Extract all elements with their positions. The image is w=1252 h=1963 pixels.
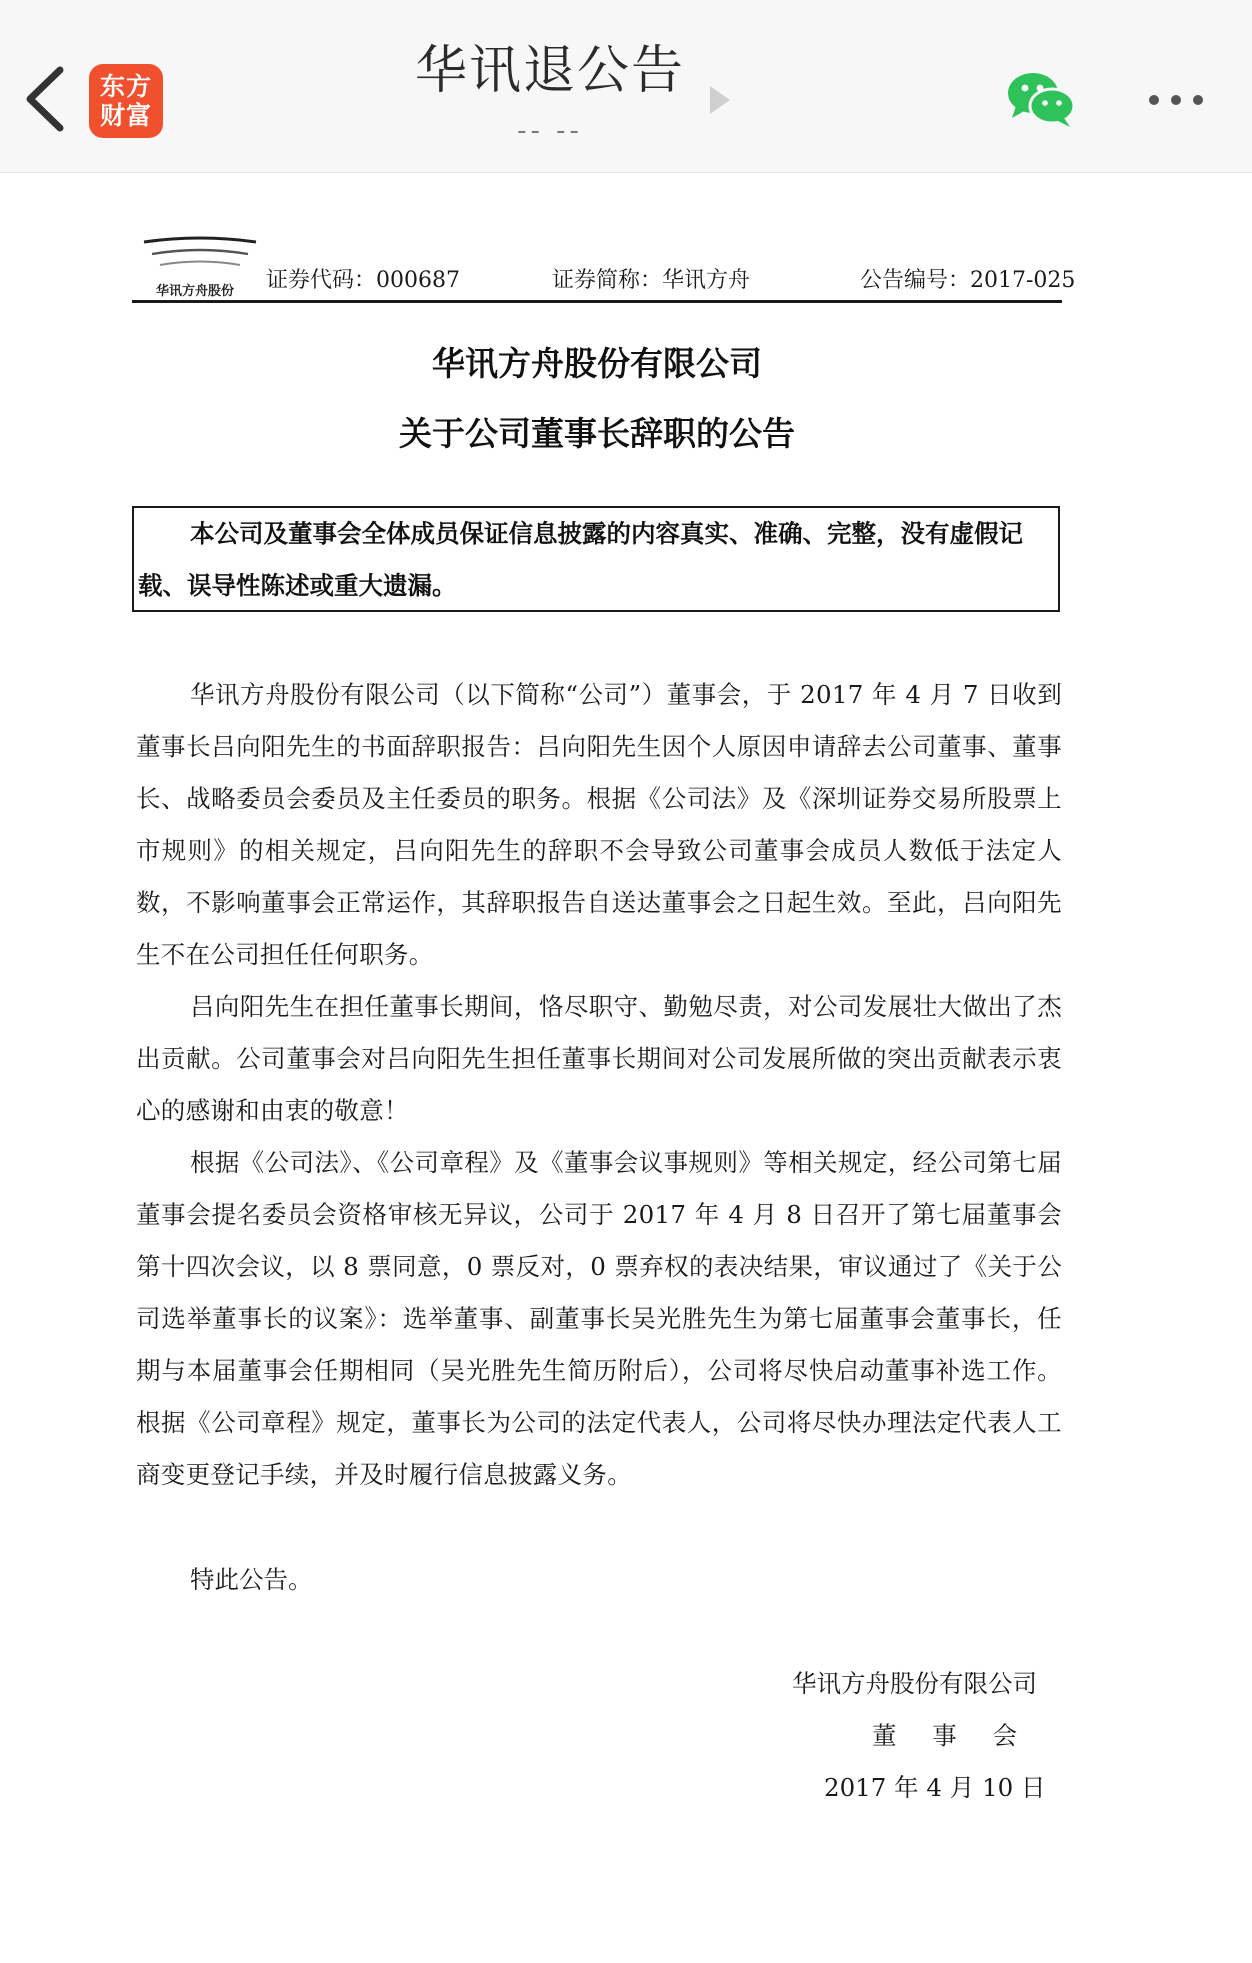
closing-remark: 特此公告。 bbox=[190, 1565, 313, 1594]
document-title-subject: 关于公司董事长辞职的公告 bbox=[399, 414, 795, 453]
back-button[interactable] bbox=[20, 58, 76, 140]
disclosure-statement-box bbox=[132, 506, 1060, 612]
announcement-number: 公告编号：2017-025 bbox=[860, 268, 1076, 293]
wechat-icon[interactable] bbox=[1006, 70, 1076, 128]
app-top-bar bbox=[0, 0, 1252, 173]
paragraph-election: 根据《公司法》、《公司章程》及《董事会议事规则》等相关规定，经公司第七届董事会提名委员会资格审核无异议，公司于 2017 年 4 月 8 日召开了第七届董事会第十四次会议，以 8 票同意，0 票反对，0 票弃权的表决结果，审议通过了《关于公司选举董事长的议案》：选举董事、副董事长吴光胜先生为第七届董事会董事长，任期与本届董事会任期相同（吴光胜先生简历附后），公司将尽快启动董事补选工作。根据《公司章程》规定，董事长为公司的法定代表人，公司将尽快办理法定代表人工商变更登记手续，并及时履行信息披露义务。 bbox=[136, 1148, 1062, 1489]
back-icon bbox=[20, 58, 76, 140]
announcement-document bbox=[0, 172, 1252, 1963]
page-title: 华讯退公告 bbox=[414, 41, 685, 101]
paragraph-appreciation: 吕向阳先生在担任董事长期间，恪尽职守、勤勉尽责，对公司发展壮大做出了杰出贡献。公司董事会对吕向阳先生担任董事长期间对公司发展所做的突出贡献表示衷心的感谢和由衷的敬意！ bbox=[136, 992, 1062, 1125]
app-logo-line1: 东方 bbox=[99, 72, 152, 101]
signature-board: 董 事 会 bbox=[872, 1721, 1032, 1750]
paragraph-resignation: 华讯方舟股份有限公司（以下简称“公司”）董事会，于 2017 年 4 月 7 日收到董事长吕向阳先生的书面辞职报告：吕向阳先生因个人原因申请辞去公司董事、董事长、战略委员会委员及主任委员的职务。根据《公司法》及《深圳证券交易所股票上市规则》的相关规定，吕向阳先生的辞职不会导致公司董事会成员人数低于法定人数，不影响董事会正常运作，其辞职报告自送达董事会之日起生效。至此，吕向阳先生不在公司担任任何职务。 bbox=[136, 680, 1062, 969]
page-subtitle: -- -- bbox=[517, 116, 583, 146]
security-code: 证券代码：000687 bbox=[266, 268, 460, 293]
signature-date: 2017 年 4 月 10 日 bbox=[824, 1773, 1046, 1802]
app-logo[interactable] bbox=[89, 64, 163, 138]
signature-company: 华讯方舟股份有限公司 bbox=[792, 1669, 1037, 1698]
more-icon[interactable] bbox=[1146, 90, 1206, 110]
play-icon[interactable] bbox=[708, 84, 732, 116]
document-title-company: 华讯方舟股份有限公司 bbox=[432, 344, 762, 383]
app-logo-line2: 财富 bbox=[99, 101, 152, 130]
security-abbreviation: 证券简称：华讯方舟 bbox=[552, 268, 751, 293]
company-logo-text: 华讯方舟股份 bbox=[156, 284, 235, 299]
disclosure-statement: 本公司及董事会全体成员保证信息披露的内容真实、准确、完整，没有虚假记载、误导性陈述或重大遗漏。 bbox=[138, 519, 1023, 600]
